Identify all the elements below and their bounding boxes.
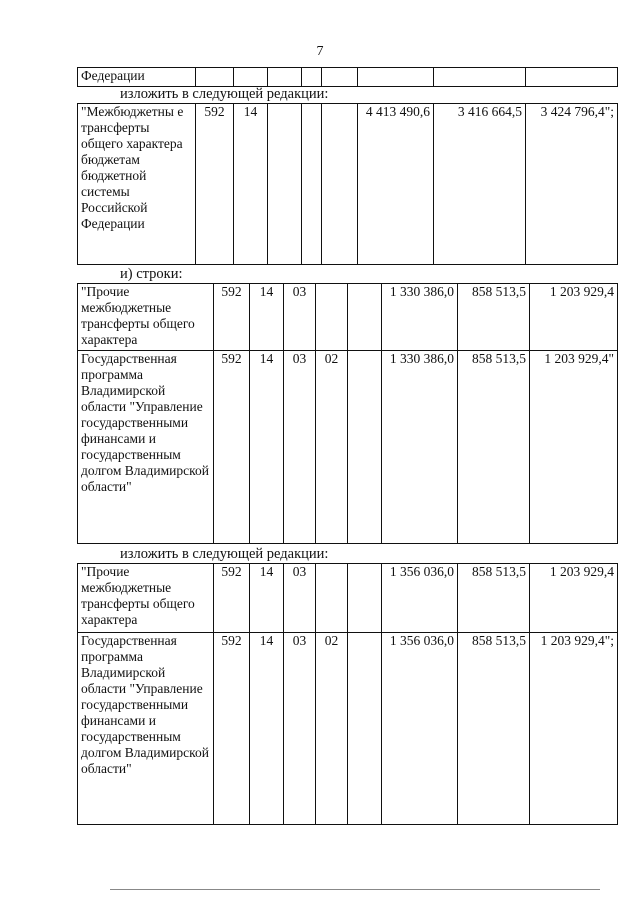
value-cell: 3 416 664,5: [434, 104, 526, 265]
value-cell: 858 513,5: [458, 633, 530, 825]
code-cell: 14: [250, 564, 284, 633]
code-cell: 02: [316, 633, 348, 825]
footer-divider: [110, 889, 600, 890]
code-cell: 592: [214, 564, 250, 633]
code-cell: [348, 633, 382, 825]
code-cell: 592: [214, 633, 250, 825]
code-cell: [322, 104, 358, 265]
value-cell: 4 413 490,6: [358, 104, 434, 265]
code-cell: 14: [250, 351, 284, 544]
code-cell: 03: [284, 351, 316, 544]
value-cell: [434, 68, 526, 87]
value-cell: 1 203 929,4": [530, 351, 618, 544]
table-row: [78, 68, 618, 87]
table-row: [78, 104, 618, 265]
value-cell: 1 203 929,4: [530, 284, 618, 351]
page-number: 7: [316, 44, 324, 59]
value-cell: [526, 68, 618, 87]
code-cell: [234, 68, 268, 87]
row-name: "Прочие межбюджетные трансферты общего характера: [78, 284, 214, 351]
value-cell: 3 424 796,4";: [526, 104, 618, 265]
code-cell: [268, 104, 302, 265]
code-cell: [302, 104, 322, 265]
code-cell: [268, 68, 302, 87]
code-cell: [196, 68, 234, 87]
table-row: [78, 351, 618, 544]
table-new-wording-2: [77, 563, 618, 825]
value-cell: 1 356 036,0: [382, 564, 458, 633]
value-cell: [358, 68, 434, 87]
code-cell: 14: [234, 104, 268, 265]
row-name: Государственная программа Владимирской области "Управление государственными финансами и государственным долгом Владимирской области": [78, 351, 214, 544]
code-cell: 592: [214, 351, 250, 544]
value-cell: 858 513,5: [458, 351, 530, 544]
code-cell: 02: [316, 351, 348, 544]
code-cell: [348, 564, 382, 633]
value-cell: 1 203 929,4: [530, 564, 618, 633]
code-cell: 14: [250, 284, 284, 351]
value-cell: 1 330 386,0: [382, 284, 458, 351]
code-cell: [348, 351, 382, 544]
value-cell: 858 513,5: [458, 284, 530, 351]
table-row: [78, 633, 618, 825]
table-row: [78, 284, 618, 351]
value-cell: 1 330 386,0: [382, 351, 458, 544]
code-cell: 03: [284, 633, 316, 825]
row-name: Федерации: [78, 68, 196, 87]
code-cell: 592: [214, 284, 250, 351]
code-cell: [322, 68, 358, 87]
row-name: Государственная программа Владимирской области "Управление государственными финансами и государственным долгом Владимирской области": [78, 633, 214, 825]
code-cell: [302, 68, 322, 87]
table-continuation: [77, 67, 618, 87]
amendment-note: и) строки:: [120, 266, 183, 282]
table-new-wording-1: [77, 103, 618, 265]
row-name: "Межбюджетны е трансферты общего характера бюджетам бюджетной системы Российской Федерации: [78, 104, 196, 265]
row-name: "Прочие межбюджетные трансферты общего характера: [78, 564, 214, 633]
code-cell: [316, 564, 348, 633]
amendment-note: изложить в следующей редакции:: [120, 86, 329, 102]
table-row: [78, 564, 618, 633]
code-cell: 592: [196, 104, 234, 265]
value-cell: 858 513,5: [458, 564, 530, 633]
code-cell: 14: [250, 633, 284, 825]
value-cell: 1 203 929,4";: [530, 633, 618, 825]
value-cell: 1 356 036,0: [382, 633, 458, 825]
table-old-wording: [77, 283, 618, 544]
code-cell: 03: [284, 564, 316, 633]
code-cell: [316, 284, 348, 351]
amendment-note: изложить в следующей редакции:: [120, 546, 329, 562]
code-cell: [348, 284, 382, 351]
code-cell: 03: [284, 284, 316, 351]
